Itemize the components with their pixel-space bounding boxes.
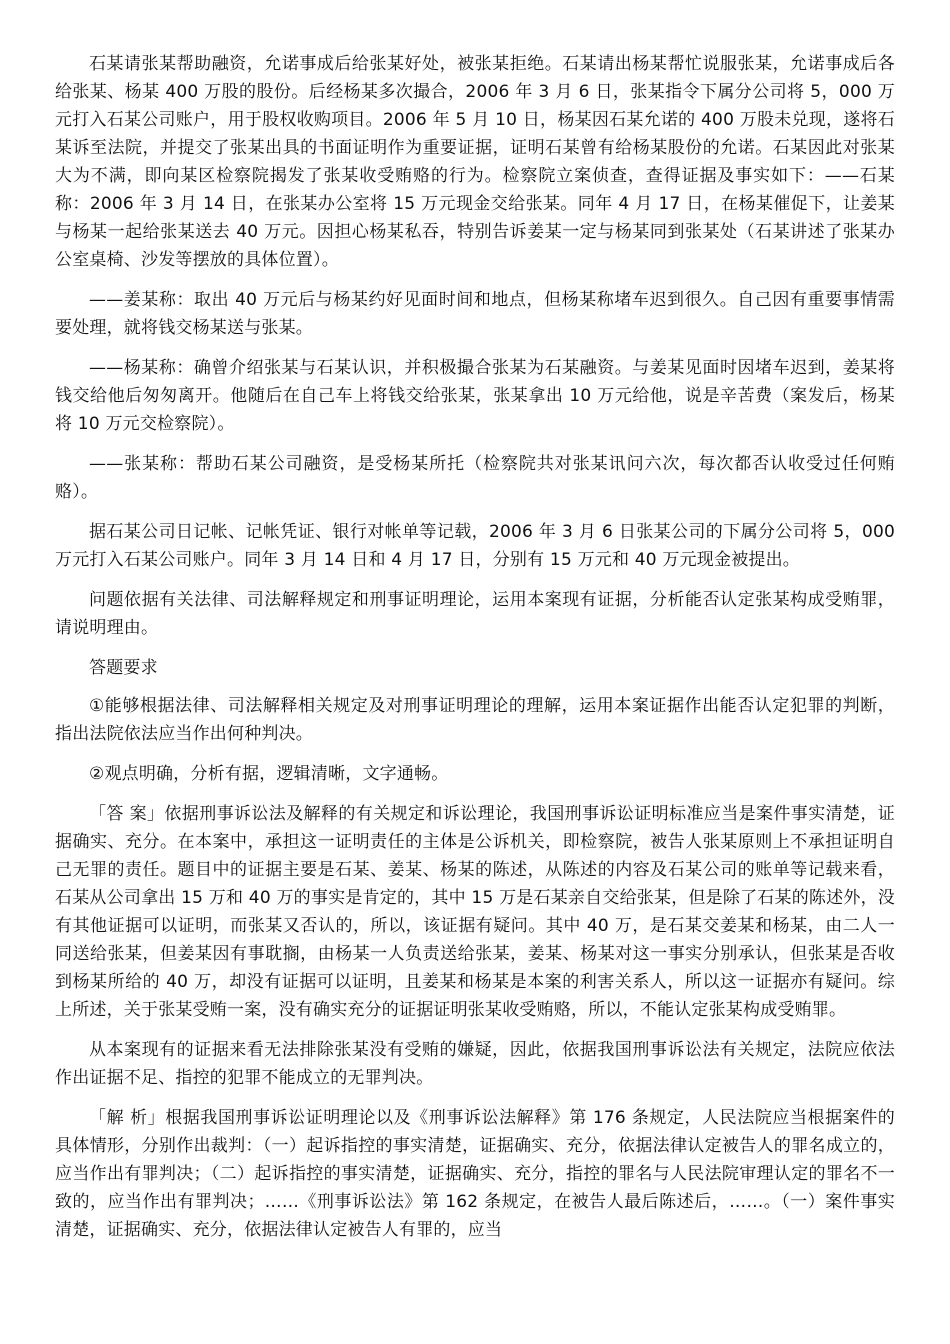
jiang-statement-paragraph: ——姜某称：取出 40 万元后与杨某约好见面时间和地点，但杨某称堵车迟到很久。自己因有重要事情需要处理，就将钱交杨某送与张某。 — [55, 290, 895, 338]
requirement-item-2: ②观点明确，分析有据，逻辑清晰，文字通畅。 — [89, 764, 449, 784]
analysis-paragraph: 「解 析」根据我国刑事诉讼证明理论以及《刑事诉讼法解释》第 176 条规定，人民法院应当根据案件的具体情形，分别作出裁判：（一）起诉指控的事实清楚，证据确实、充分，依据法律认定被告人的罪名成立的，应当作出有罪判决；（二）起诉指控的事实清楚，证据确实、充分，指控的罪名与人民法院审理认定的罪名不一致的，应当作出有罪判决；……《刑事诉讼法》第 162 条规定，在被告人最后陈述后，……。（一）案件事实清楚，证据确实、充分，依据法律认定被告人有罪的，应当 — [55, 1108, 895, 1240]
answer-paragraph: 「答 案」依据刑事诉讼法及解释的有关规定和诉讼理论，我国刑事诉讼证明标准应当是案件事实清楚，证据确实、充分。在本案中，承担这一证明责任的主体是公诉机关，即检察院，被告人张某原则上不承担证明自己无罪的责任。题目中的证据主要是石某、姜某、杨某的陈述，从陈述的内容及石某公司的账单等记载来看，石某从公司拿出 15 万和 40 万的事实是肯定的，其中 15 万是石某亲自交给张某，但是除了石某的陈述外，没有其他证据可以证明，而张某又否认的，所以，该证据有疑问。其中 40 万，是石某交姜某和杨某，由二人一同送给张某，但姜某因有事耽搁，由杨某一人负责送给张某，姜某、杨某对这一事实分别承认，但张某是否收到杨某所给的 40 万，却没有证据可以证明，且姜某和杨某是本案的利害关系人，所以这一证据亦有疑问。综上所述，关于张某受贿一案，没有确实充分的证据证明张某收受贿赂，所以，不能认定张某构成受贿罪。 — [55, 804, 895, 1020]
yang-statement-paragraph: ——杨某称：确曾介绍张某与石某认识，并积极撮合张某为石某融资。与姜某见面时因堵车迟到，姜某将钱交给他后匆匆离开。他随后在自己车上将钱交给张某，张某拿出 10 万元给他，说是辛苦费（案发后，杨某将 10 万元交检察院）。 — [55, 358, 895, 434]
case-facts-paragraph: 石某请张某帮助融资，允诺事成后给张某好处，被张某拒绝。石某请出杨某帮忙说服张某，允诺事成后各给张某、杨某 400 万股的股份。后经杨某多次撮合，2006 年 3 月 6 日，张某指令下属分公司将 5，000 万元打入石某公司账户，用于股权收购项目。2006 年 5 月 10 日，杨某因石某允诺的 400 万股未兑现，遂将石某诉至法院，并提交了张某出具的书面证明作为重要证据，证明石某曾有给杨某股份的允诺。石某因此对张某大为不满，即向某区检察院揭发了张某收受贿赂的行为。检察院立案侦查，查得证据及事实如下：——石某称：2006 年 3 月 14 日，在张某办公室将 15 万元现金交给张某。同年 4 月 17 日，在杨某催促下，让姜某与杨某一起给张某送去 40 万元。因担心杨某私吞，特别告诉姜某一定与杨某同到张某处（石某讲述了张某办公室桌椅、沙发等摆放的具体位置）。 — [55, 54, 895, 270]
zhang-statement-paragraph: ——张某称：帮助石某公司融资，是受杨某所托（检察院共对张某讯问六次，每次都否认收受过任何贿赂）。 — [55, 454, 895, 502]
requirement-item-1: ①能够根据法律、司法解释相关规定及对刑事证明理论的理解，运用本案证据作出能否认定犯罪的判断，指出法院依法应当作出何种判决。 — [55, 696, 895, 744]
requirements-heading: 答题要求 — [89, 658, 158, 678]
question-paragraph: 问题依据有关法律、司法解释规定和刑事证明理论，运用本案现有证据，分析能否认定张某构成受贿罪，请说明理由。 — [55, 590, 895, 638]
answer-conclusion-paragraph: 从本案现有的证据来看无法排除张某没有受贿的嫌疑，因此，依据我国刑事诉讼法有关规定，法院应依法作出证据不足、指控的犯罪不能成立的无罪判决。 — [55, 1040, 895, 1088]
accounting-records-paragraph: 据石某公司日记帐、记帐凭证、银行对帐单等记载，2006 年 3 月 6 日张某公司的下属分公司将 5，000 万元打入石某公司账户。同年 3 月 14 日和 4 月 17 日，分别有 15 万元和 40 万元现金被提出。 — [55, 522, 895, 570]
